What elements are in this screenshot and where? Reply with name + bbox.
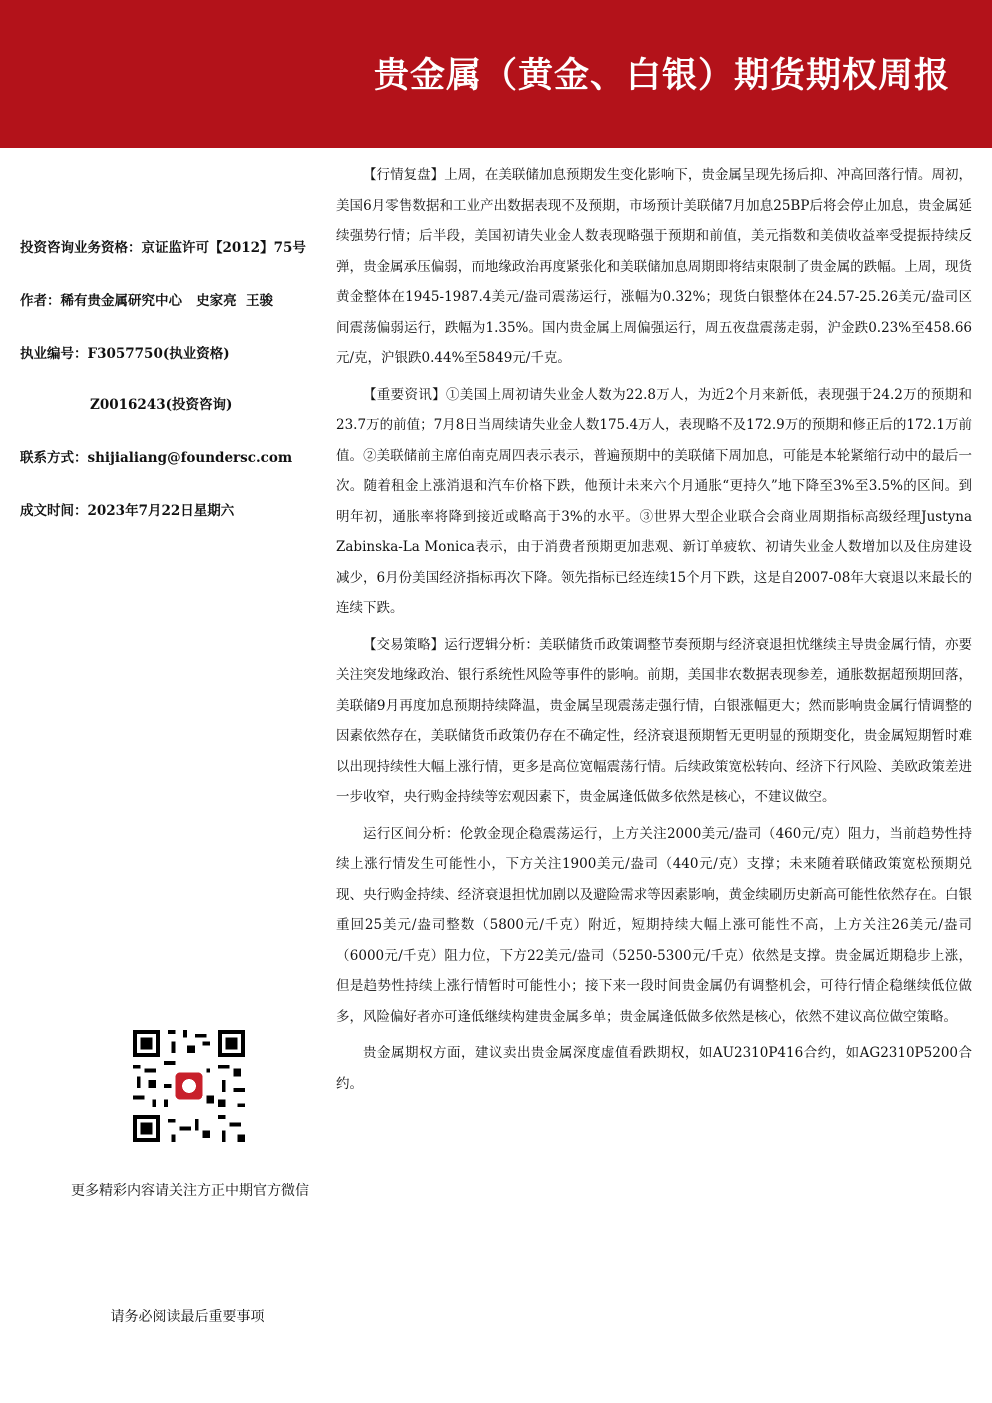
license-secondary: Z0016243(投资咨询) <box>90 397 233 413</box>
strategy-paragraph <box>336 630 972 813</box>
contact-line <box>20 446 292 466</box>
strategy-text: 运行逻辑分析：美联储货币政策调整节奏预期与经济衰退担忧继续主导贵金属行情，亦要关注突发地缘政治、银行系统性风险等事件的影响。前期，美国非农数据表现参差，通胀数据超预期回落，美联储9月再度加息预期持续降温，贵金属呈现震荡走强行情，白银涨幅更大；然而影响贵金属行情调整的因素依然存在，美联储货币政策仍存在不确定性，经济衰退预期暂无更明显的预期变化，贵金属短期暂时难以出现持续性大幅上涨行情，更多是高位宽幅震荡行情。后续政策宽松转向、经济下行风险、美欧政策差进一步收窄，央行购金持续等宏观因素下，贵金属逢低做多依然是核心，不建议做空。 <box>336 636 973 805</box>
date-value: 2023年7月22日星期六 <box>87 503 235 519</box>
license-value: F3057750(执业资格) <box>87 346 230 362</box>
report-header <box>0 0 992 148</box>
key-news-tag: 【重要资讯】 <box>363 386 447 403</box>
options-paragraph: 贵金属期权方面，建议卖出贵金属深度虚值看跌期权，如AU2310P416合约，如AG2310P5200合约。 <box>336 1045 972 1092</box>
range-analysis-paragraph: 运行区间分析：伦敦金现企稳震荡运行，上方关注2000美元/盎司（460元/克）阻力，当前趋势性持续上涨行情发生可能性小，下方关注1900美元/盎司（440元/克）支撑；未来随着联储政策宽松预期兑现、央行购金持续、经济衰退担忧加剧以及避险需求等因素影响，黄金续刷历史新高可能性依然存在。白银重回25美元/盎司整数（5800元/千克）附近，短期持续大幅上涨可能性不高，上方关注26美元/盎司（6000元/千克）阻力位，下方22美元/盎司（5250-5300元/千克）依然是支撑。贵金属近期稳步上涨，但是趋势性持续上涨行情暂时可能性小；接下来一段时间贵金属仍有调整机会，可待行情企稳继续低位做多，风险偏好者亦可逢低继续构建贵金属多单；贵金属逢低做多依然是核心，依然不建议高位做空策略。 <box>336 825 972 1025</box>
date-label: 成文时间： <box>20 503 88 519</box>
market-review-text: 上周，在美联储加息预期发生变化影响下，贵金属呈现先扬后抑、冲高回落行情。周初，美国6月零售数据和工业产出数据表现不及预期，市场预计美联储7月加息25BP后将会停止加息，贵金属延续强势行情；后半段，美国初请失业金人数表现略强于预期和前值，美元指数和美债收益率受提振持续反弹，贵金属承压偏弱，而地缘政治再度紧张化和美联储加息周期即将结束限制了贵金属的跌幅。上周，现货黄金整体在1945-1987.4美元/盎司震荡运行，涨幅为0.32%；现货白银整体在24.57-25.26美元/盎司区间震荡偏弱运行，跌幅为1.35%。国内贵金属上周偏强运行，周五夜盘震荡走弱，沪金跌0.23%至458.66元/克，沪银跌0.44%至5849元/千克。 <box>336 167 973 366</box>
contact-label: 联系方式： <box>20 450 88 466</box>
date-line <box>20 499 234 519</box>
license-line <box>20 342 230 362</box>
market-review-paragraph <box>336 160 972 374</box>
read-notice: 请务必阅读最后重要事项 <box>110 1309 265 1325</box>
qualification-value: 京证监许可【2012】75号 <box>141 240 306 256</box>
author-line <box>20 289 273 309</box>
qualification-line <box>20 236 306 256</box>
qr-caption: 更多精彩内容请关注方正中期官方微信 <box>71 1183 309 1199</box>
license-label: 执业编号： <box>20 346 88 362</box>
sidebar <box>0 148 320 1403</box>
qualification-label: 投资咨询业务资格： <box>20 240 142 256</box>
key-news-paragraph <box>336 380 972 624</box>
author-value: 稀有贵金属研究中心 史家亮 王骏 <box>60 293 273 309</box>
strategy-tag: 【交易策略】 <box>363 636 445 653</box>
report-title: 贵金属（黄金、白银）期货期权周报 <box>373 55 950 96</box>
market-review-tag: 【行情复盘】 <box>363 167 445 183</box>
qr-code-icon <box>133 1030 245 1142</box>
report-body <box>336 160 972 1105</box>
contact-email-link[interactable]: shijialiang@foundersc.com <box>87 450 293 466</box>
author-label: 作者： <box>20 293 61 309</box>
key-news-text: ①美国上周初请失业金人数为22.8万人，为近2个月来新低，表现强于24.2万的预期和23.7万的前值；7月8日当周续请失业金人数175.4万人，表现略不及172.9万的预期和修正后的172.1万前值。②美联储前主席伯南克周四表示表示，普遍预期中的美联储下周加息，可能是本轮紧缩行动中的最后一次。随着租金上涨消退和汽车价格下跌，他预计未来六个月通胀“更持久”地下降至3%至3.5%的区间。到明年初，通胀率将降到接近或略高于3%的水平。③世界大型企业联合会商业周期指标高级经理Justyna Zabinska-La Monica表示，由于消费者预期更加悲观、新订单疲软、初请失业金人数增加以及住房建设减少，6月份美国经济指标再次下降。领先指标已经连续15个月下跌，这是自2007-08年大衰退以来最长的连续下跌。 <box>336 386 973 616</box>
